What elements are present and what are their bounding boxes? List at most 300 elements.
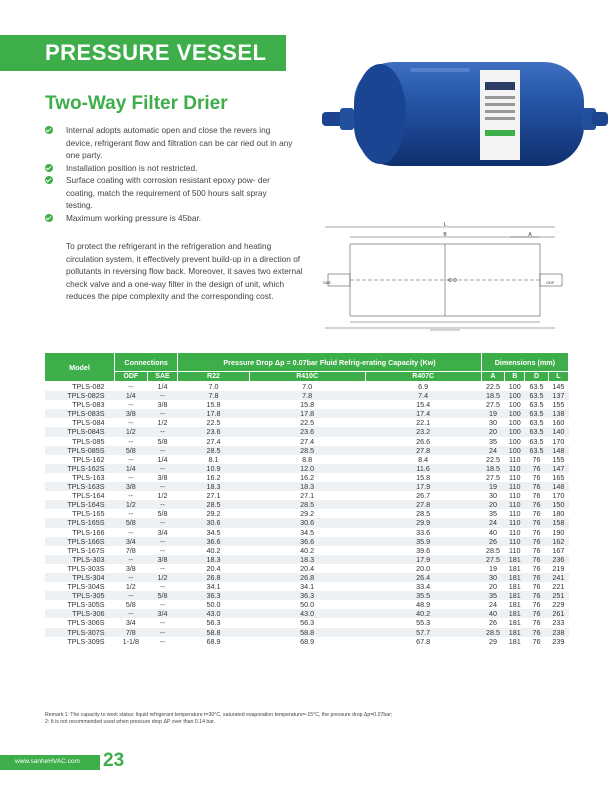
table-cell: 76: [525, 609, 548, 618]
table-cell: TPLS-084: [72, 418, 105, 428]
table-cell: 30: [488, 418, 497, 428]
table-cell: 76: [532, 582, 541, 592]
table-cell: 36.3: [249, 591, 365, 600]
table-row: [45, 427, 569, 436]
dim-A-label: A: [528, 232, 532, 238]
table-cell: 24: [481, 446, 504, 455]
table-cell: 18.3: [178, 555, 249, 564]
table-cell: 24: [488, 600, 497, 610]
table-cell: --: [147, 409, 178, 418]
table-cell: TPLS-163S: [45, 482, 115, 491]
table-cell: 6.9: [418, 382, 429, 391]
table-cell: TPLS-082S: [45, 391, 115, 400]
table-cell: 40: [488, 527, 497, 537]
table-cell: TPLS-083: [72, 400, 105, 410]
table-cell: 110: [509, 509, 521, 519]
table-cell: 100: [508, 382, 521, 391]
table-row: [45, 573, 569, 582]
table-cell: 181: [505, 609, 525, 618]
table-cell: --: [128, 418, 134, 428]
table-cell: 181: [508, 582, 521, 592]
table-cell: 27.4: [206, 436, 221, 446]
table-cell: 1/2: [147, 573, 178, 582]
table-cell: TPLS-084S: [45, 427, 115, 436]
table-cell: 100: [505, 446, 525, 455]
model-header: Model: [45, 353, 115, 382]
table-cell: TPLS-165S: [45, 518, 115, 527]
table-cell: 229: [552, 600, 565, 610]
table-cell: 16.2: [300, 472, 315, 482]
table-cell: --: [147, 537, 178, 546]
table-cell: TPLS-167S: [67, 545, 105, 555]
table-cell: 30: [481, 573, 504, 582]
filter-drier-image: [320, 50, 610, 170]
table-cell: 36.3: [178, 591, 249, 600]
table-cell: --: [128, 382, 134, 391]
table-cell: 22.5: [300, 418, 315, 428]
table-cell: --: [147, 446, 178, 455]
table-cell: 100: [505, 391, 525, 400]
table-cell: 1/2: [125, 582, 136, 592]
table-cell: 30.6: [178, 518, 249, 527]
table-row: [45, 537, 569, 546]
table-cell: 63.5: [525, 391, 548, 400]
table-cell: 63.5: [529, 382, 544, 391]
table-cell: 7.0: [208, 382, 219, 391]
table-cell: TPLS-166S: [45, 537, 115, 546]
table-cell: 181: [508, 636, 521, 646]
table-cell: 30.6: [249, 518, 365, 527]
dimensions-header: Dimensions (mm): [481, 353, 568, 372]
table-cell: 100: [505, 427, 525, 436]
table-cell: 15.8: [300, 400, 315, 410]
table-cell: TPLS-303S: [67, 563, 105, 573]
table-cell: 1/2: [115, 500, 148, 509]
table-cell: 26.8: [249, 573, 365, 582]
table-cell: 76: [525, 537, 548, 546]
table-cell: 3/8: [157, 400, 168, 410]
table-cell: 63.5: [529, 418, 544, 428]
table-cell: 40.2: [206, 545, 221, 555]
table-cell: 5/8: [115, 446, 148, 455]
table-cell: 26.7: [416, 491, 431, 501]
table-body: [45, 382, 569, 646]
table-cell: 43.0: [178, 609, 249, 618]
table-cell: 155: [552, 400, 565, 410]
table-cell: TPLS-085S: [45, 446, 115, 455]
table-cell: 100: [505, 409, 525, 418]
table-cell: 35: [488, 436, 497, 446]
table-cell: 26: [488, 618, 497, 628]
table-cell: 68.9: [206, 636, 221, 646]
odf-label-right: ODF: [546, 280, 555, 285]
remark-line: Remark:1: The capacity to work status: liquid refrigerant temperature t=30°C, saturated evaporation temperature=-15°C, the pressure drop Δp=0.07bar;: [45, 712, 393, 718]
table-cell: 36.6: [249, 537, 365, 546]
table-cell: 110: [505, 518, 525, 527]
table-cell: 7/8: [115, 628, 148, 637]
subheader-odf: ODF: [115, 372, 148, 382]
footer-website: www.sanheHVAC.com: [15, 758, 80, 765]
table-cell: 110: [509, 545, 521, 555]
table-row: [45, 628, 569, 637]
table-cell: 36.6: [178, 537, 249, 546]
table-cell: TPLS-304: [45, 573, 115, 582]
table-cell: 34.1: [300, 582, 315, 592]
table-cell: TPLS-164: [72, 491, 105, 501]
product-subtitle: Two-Way Filter Drier: [45, 93, 228, 114]
table-cell: 23.6: [249, 427, 365, 436]
table-row: [45, 518, 569, 527]
table-cell: --: [147, 482, 178, 491]
table-cell: 1/4: [115, 464, 148, 473]
table-cell: 15.8: [416, 472, 431, 482]
table-cell: --: [147, 391, 178, 400]
table-cell: TPLS-309S: [67, 636, 105, 646]
table-cell: TPLS-166: [72, 527, 105, 537]
table-cell: 1-1/8: [122, 636, 140, 646]
table-cell: TPLS-082: [72, 382, 105, 391]
table-cell: --: [115, 555, 148, 564]
table-cell: 76: [525, 482, 548, 491]
table-row: [45, 491, 569, 500]
check-icon: [45, 214, 53, 222]
table-cell: TPLS-165: [72, 509, 105, 519]
table-cell: 56.3: [300, 618, 315, 628]
table-cell: 57.7: [365, 628, 481, 637]
page-title: PRESSURE VESSEL: [45, 40, 267, 65]
table-cell: 181: [508, 600, 521, 610]
table-row: [45, 500, 569, 509]
table-cell: --: [147, 628, 178, 637]
table-cell: --: [160, 582, 165, 592]
feature-list: [45, 124, 295, 224]
table-cell: 17.8: [178, 409, 249, 418]
table-cell: --: [128, 400, 134, 410]
dim-D-label: Φ D: [448, 278, 457, 284]
remark-line: 2: It is not recommended used when pressure drop ΔP over than 0.14 bar.: [45, 719, 216, 725]
table-cell: 8.4: [418, 454, 429, 464]
feature-item: Internal adopts automatic open and close the revers ing device, refrigerant flow and filtration can be car ried out in any one party.: [45, 124, 295, 162]
table-cell: --: [160, 545, 165, 555]
table-cell: 181: [508, 563, 521, 573]
table-cell: 11.6: [365, 464, 481, 473]
table-row: [45, 637, 569, 646]
table-cell: 27.1: [206, 491, 221, 501]
table-cell: 148: [548, 482, 568, 491]
table-cell: 162: [548, 537, 568, 546]
table-cell: 26.6: [416, 436, 431, 446]
table-cell: 181: [505, 555, 525, 564]
table-cell: 23.6: [178, 427, 249, 436]
table-cell: --: [147, 464, 178, 473]
table-cell: 58.8: [249, 628, 365, 637]
table-cell: --: [128, 527, 134, 537]
table-cell: 26.4: [365, 573, 481, 582]
table-cell: 170: [552, 436, 565, 446]
table-cell: --: [128, 436, 134, 446]
table-cell: --: [128, 509, 134, 519]
table-cell: 76: [532, 618, 541, 628]
table-cell: --: [128, 454, 134, 464]
table-cell: --: [115, 591, 148, 600]
table-cell: 27.5: [481, 555, 504, 564]
description-paragraph: To protect the refrigerant in the refrigeration and heating circulation system, it effectively prevent build-up in a direction of pollutants in reversing flow back. Moreover, it saves two external check valve and a one-way filter in the design of unit, which reduces the pipe complexity and the corresponding cost.: [66, 241, 303, 301]
table-cell: 35: [488, 509, 497, 519]
table-row: [45, 618, 569, 627]
table-cell: 221: [552, 582, 565, 592]
table-cell: 3/8: [147, 555, 178, 564]
table-cell: 18.5: [481, 464, 504, 473]
table-cell: TPLS-083S: [45, 409, 115, 418]
table-cell: --: [147, 500, 178, 509]
table-cell: 7/8: [125, 545, 136, 555]
table-row: [45, 528, 569, 537]
table-row: [45, 564, 569, 573]
table-cell: 40.2: [300, 545, 315, 555]
table-cell: 18.3: [178, 482, 249, 491]
table-cell: 1/4: [157, 454, 168, 464]
table-cell: 147: [548, 464, 568, 473]
table-cell: --: [160, 636, 165, 646]
table-cell: 30: [488, 491, 497, 501]
table-cell: 1/4: [115, 391, 148, 400]
table-cell: 18.3: [249, 482, 365, 491]
table-cell: 35.5: [365, 591, 481, 600]
table-cell: 68.9: [300, 636, 315, 646]
table-row: [45, 464, 569, 473]
table-row: [45, 437, 569, 446]
table-cell: 167: [552, 545, 565, 555]
table-cell: 5/8: [157, 436, 168, 446]
table-row: [45, 591, 569, 600]
table-cell: 43.0: [249, 609, 365, 618]
table-cell: 76: [525, 573, 548, 582]
table-cell: 20: [488, 582, 497, 592]
table-cell: 24: [481, 518, 504, 527]
title-banner: [0, 35, 286, 71]
table-cell: 138: [548, 409, 568, 418]
check-icon: [45, 126, 53, 134]
table-cell: 165: [552, 472, 565, 482]
table-cell: 3/4: [125, 618, 136, 628]
table-cell: 29.2: [300, 509, 315, 519]
table-cell: 28.5: [416, 509, 431, 519]
subheader-r407c: R407C: [365, 372, 481, 382]
table-cell: 150: [548, 500, 568, 509]
table-cell: 35.9: [365, 537, 481, 546]
table-cell: 76: [525, 591, 548, 600]
specification-table: [44, 352, 569, 646]
table-cell: 27.4: [300, 436, 315, 446]
table-cell: 76: [532, 545, 541, 555]
table-cell: 1/2: [157, 418, 168, 428]
table-row: [45, 509, 569, 518]
table-cell: 110: [505, 537, 525, 546]
table-cell: 76: [525, 464, 548, 473]
table-cell: 100: [508, 436, 521, 446]
table-cell: 63.5: [525, 446, 548, 455]
sae-label-left: SAE: [323, 280, 332, 285]
table-cell: 27.8: [365, 500, 481, 509]
table-cell: 19: [481, 409, 504, 418]
table-row: [45, 473, 569, 482]
table-cell: 29: [488, 636, 497, 646]
table-cell: 48.9: [416, 600, 431, 610]
table-cell: 190: [552, 527, 565, 537]
table-cell: 170: [552, 491, 565, 501]
table-cell: 100: [508, 400, 521, 410]
table-cell: 3/8: [157, 472, 168, 482]
table-row: [45, 546, 569, 555]
table-cell: 63.5: [529, 436, 544, 446]
table-cell: 8.8: [302, 454, 313, 464]
table-cell: 28.5: [249, 500, 365, 509]
table-row: [45, 446, 569, 455]
table-cell: 29.2: [206, 509, 221, 519]
table-cell: 110: [509, 527, 521, 537]
table-cell: 17.8: [249, 409, 365, 418]
table-cell: 155: [552, 454, 565, 464]
dimension-drawing: [320, 222, 570, 332]
table-cell: 26.8: [178, 573, 249, 582]
table-cell: 17.9: [365, 482, 481, 491]
table-cell: 55.3: [416, 618, 431, 628]
table-cell: 27.5: [485, 400, 500, 410]
table-cell: --: [160, 563, 165, 573]
table-cell: 28.5: [481, 628, 504, 637]
table-cell: 5/8: [115, 518, 148, 527]
table-cell: 5/8: [125, 600, 136, 610]
table-cell: TPLS-303: [45, 555, 115, 564]
table-cell: 20.4: [206, 563, 221, 573]
subheader-l: L: [548, 372, 568, 382]
table-row: [45, 400, 569, 409]
table-cell: 76: [525, 518, 548, 527]
table-cell: TPLS-307S: [45, 628, 115, 637]
table-cell: 3/4: [147, 609, 178, 618]
table-cell: 3/8: [125, 563, 136, 573]
table-cell: 181: [505, 591, 525, 600]
table-cell: 236: [548, 555, 568, 564]
table-cell: TPLS-305S: [67, 600, 105, 610]
table-cell: 76: [532, 600, 541, 610]
page-number: 23: [103, 750, 125, 771]
table-cell: 3/8: [115, 482, 148, 491]
table-row: [45, 418, 569, 427]
table-cell: 3/8: [115, 409, 148, 418]
check-icon: [45, 164, 53, 172]
table-cell: 67.8: [416, 636, 431, 646]
table-cell: 22.5: [206, 418, 221, 428]
table-cell: 33.6: [416, 527, 431, 537]
table-cell: --: [128, 491, 134, 501]
table-cell: TPLS-163: [72, 472, 105, 482]
table-cell: 28.5: [178, 500, 249, 509]
table-cell: 110: [505, 464, 525, 473]
table-row: [45, 582, 569, 591]
table-cell: 137: [548, 391, 568, 400]
table-cell: 110: [505, 482, 525, 491]
table-cell: --: [115, 573, 148, 582]
subheader-r22: R22: [178, 372, 249, 382]
table-cell: 22.5: [485, 454, 500, 464]
table-cell: 8.1: [208, 454, 219, 464]
table-cell: 18.3: [249, 555, 365, 564]
table-cell: 56.3: [206, 618, 221, 628]
table-cell: 140: [548, 427, 568, 436]
table-cell: 20: [481, 427, 504, 436]
table-cell: 233: [552, 618, 565, 628]
table-cell: 22.1: [416, 418, 431, 428]
table-cell: TPLS-164S: [45, 500, 115, 509]
table-cell: 50.0: [300, 600, 315, 610]
table-cell: 20: [481, 500, 504, 509]
table-cell: 145: [552, 382, 565, 391]
table-row: [45, 382, 569, 392]
table-cell: --: [160, 600, 165, 610]
table-cell: 76: [532, 527, 541, 537]
table-row: [45, 609, 569, 618]
table-cell: 17.9: [365, 555, 481, 564]
table-cell: TPLS-162S: [45, 464, 115, 473]
table-cell: 238: [548, 628, 568, 637]
check-icon: [45, 176, 53, 184]
table-cell: 20.0: [416, 563, 431, 573]
table-cell: TPLS-085: [72, 436, 105, 446]
table-cell: 5/8: [147, 591, 178, 600]
table-cell: 39.6: [416, 545, 431, 555]
table-cell: 15.4: [416, 400, 431, 410]
table-cell: 180: [552, 509, 565, 519]
table-cell: 7.8: [249, 391, 365, 400]
table-cell: 22.5: [485, 382, 500, 391]
table-cell: 15.8: [206, 400, 221, 410]
table-cell: 7.0: [302, 382, 313, 391]
table-cell: 7.8: [178, 391, 249, 400]
table-cell: 7.4: [365, 391, 481, 400]
table-cell: TPLS-306S: [67, 618, 105, 628]
table-cell: 58.8: [178, 628, 249, 637]
table-row: [45, 555, 569, 564]
table-cell: TPLS-304S: [67, 582, 105, 592]
table-cell: 35: [481, 591, 504, 600]
table-row: [45, 391, 569, 400]
table-cell: 10.9: [178, 464, 249, 473]
table-cell: 34.1: [206, 582, 221, 592]
table-row: [45, 455, 569, 464]
table-cell: 28.5: [485, 545, 500, 555]
table-cell: 33.4: [416, 582, 431, 592]
table-cell: 76: [525, 628, 548, 637]
table-cell: 40: [481, 609, 504, 618]
table-cell: 34.5: [206, 527, 221, 537]
table-cell: 110: [509, 454, 521, 464]
table-cell: --: [128, 472, 134, 482]
table-cell: 1/4: [157, 382, 168, 391]
table-cell: 5/8: [157, 509, 168, 519]
connections-header: Connections: [115, 353, 178, 372]
table-cell: 34.5: [300, 527, 315, 537]
table-cell: --: [160, 618, 165, 628]
feature-item: Installation position is not restricted.: [45, 162, 295, 175]
table-cell: 17.4: [365, 409, 481, 418]
subheader-r410c: R410C: [249, 372, 365, 382]
table-cell: 110: [509, 472, 521, 482]
table-cell: 40.2: [365, 609, 481, 618]
table-cell: 19: [488, 563, 497, 573]
table-cell: 110: [505, 500, 525, 509]
table-cell: 50.0: [206, 600, 221, 610]
